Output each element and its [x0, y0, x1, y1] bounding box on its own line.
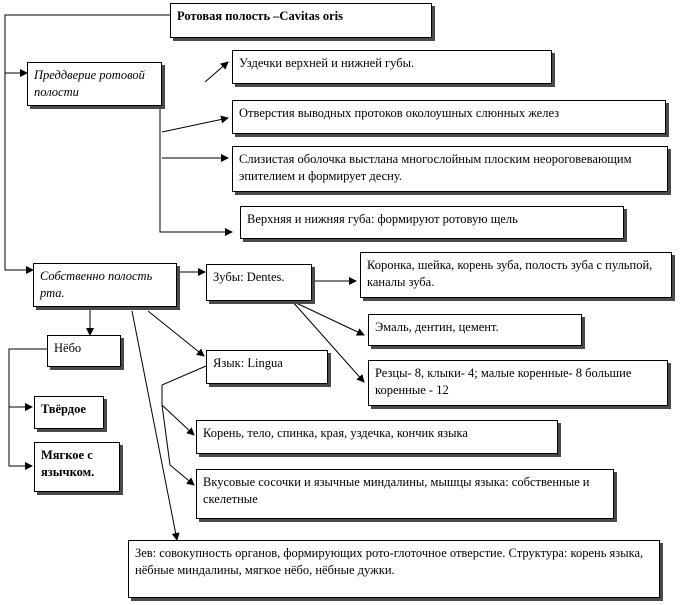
- tooth-counts-text: Резцы- 8, клыки- 4; малые коренные- 8 большие коренные - 12: [375, 366, 632, 397]
- tongue-link: [162, 366, 206, 385]
- soft-palate-text: Мягкое с язычком.: [41, 448, 95, 479]
- arrow-tongue: [148, 311, 204, 356]
- vestibule-text: Преддверие ротовой полости: [34, 68, 145, 99]
- frenula-text: Уздечки верхней и нижней губы.: [239, 56, 415, 70]
- tongue-parts-text: Корень, тело, спинка, края, уздечка, кончик языка: [203, 426, 468, 440]
- teeth-box: [206, 264, 312, 301]
- tongue-box: [206, 350, 328, 384]
- arrow-enamel: [292, 301, 364, 335]
- papillae-box: [196, 469, 614, 519]
- vestibule-box: [27, 62, 162, 106]
- tongue-vertical-2: [162, 405, 170, 465]
- papillae-text: Вкусовые сосочки и язычные миндалины, мышцы языка: собственные и скелетные: [203, 475, 590, 506]
- tooth-parts-box: [360, 252, 672, 298]
- arrow-frenula: [205, 62, 228, 82]
- enamel-text: Эмаль, дентин, цемент.: [375, 320, 499, 334]
- palate-box: [47, 335, 121, 367]
- ducts-box: [232, 100, 666, 134]
- tooth-parts-text: Коронка, шейка, корень зуба, полость зуба с пульпой, каналы зуба.: [367, 258, 653, 289]
- mucosa-box: [232, 146, 668, 192]
- arrow-papillae: [170, 465, 194, 485]
- fauces-text: Зев: совокупность органов, формирующих рото-глоточное отверстие. Структура: корень языка, нёбные миндалины, мягкое нёбо, нёбные дужки.: [135, 546, 644, 577]
- tongue-vertical: [162, 385, 194, 435]
- tongue-text: Язык: Lingua: [213, 356, 283, 370]
- tooth-counts-box: [368, 360, 668, 406]
- mucosa-text: Слизистая оболочка выстлана многослойным плоским неороговевающим эпителием и формирует десну.: [239, 152, 632, 183]
- title-box: [170, 3, 432, 38]
- arrow-fauces: [132, 311, 177, 540]
- hard-palate-text: Твёрдое: [41, 402, 86, 416]
- enamel-box: [368, 314, 582, 346]
- palate-text: Нёбо: [54, 341, 82, 355]
- arrow-ducts: [162, 118, 228, 132]
- ducts-text: Отверстия выводных протоков околоушных слюнных желез: [239, 106, 560, 120]
- soft-palate-box: [34, 442, 120, 492]
- hard-palate-box: [34, 396, 104, 429]
- trunk-line: [5, 15, 170, 270]
- cavity-proper-text: Собственно полость рта.: [40, 269, 153, 300]
- lips-text: Верхняя и нижняя губа: формируют ротовую щель: [247, 212, 518, 226]
- lips-box: [240, 206, 624, 239]
- tongue-parts-box: [196, 420, 558, 454]
- teeth-text: Зубы: Dentes.: [213, 270, 285, 284]
- title-text: Ротовая полость –Cavitas oris: [177, 9, 343, 23]
- cavity-proper-box: [33, 263, 177, 307]
- fauces-box: [128, 540, 660, 598]
- frenula-box: [232, 50, 552, 84]
